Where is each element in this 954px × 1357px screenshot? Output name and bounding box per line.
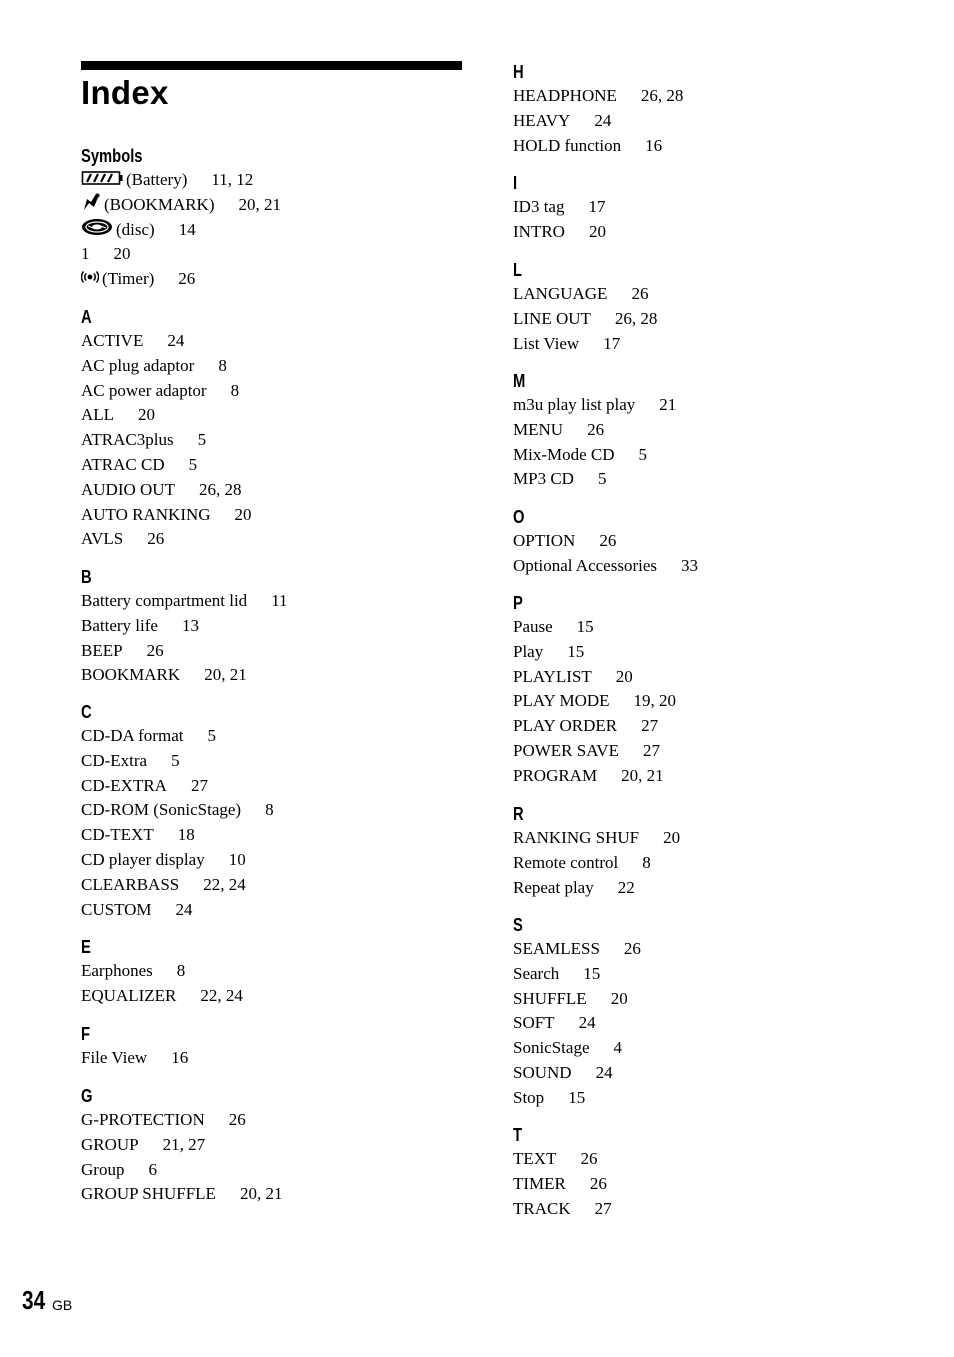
page-reference: 20 [234, 504, 252, 524]
index-entry [513, 1147, 612, 1172]
region-code: GB [52, 1297, 73, 1313]
index-entry [81, 1182, 282, 1207]
index-term: CD-EXTRA [81, 775, 167, 795]
index-term: AC power adaptor [81, 380, 207, 400]
index-entry [81, 267, 281, 292]
page-reference: 24 [175, 899, 193, 919]
index-term: CD-Extra [81, 750, 148, 770]
index-entry [513, 109, 683, 134]
index-section-h [513, 60, 683, 158]
index-term: AUTO RANKING [81, 504, 211, 524]
page-reference: 27 [641, 716, 659, 736]
section-heading: F [81, 1024, 91, 1044]
index-term: G-PROTECTION [81, 1110, 205, 1129]
index-entry [513, 665, 676, 690]
section-heading: M [513, 371, 526, 391]
index-entry [81, 873, 274, 898]
disc-icon [81, 218, 113, 244]
page-reference: 24 [578, 1013, 596, 1033]
index-term: m3u play list play [513, 395, 636, 414]
index-entry [81, 527, 252, 552]
page-reference: 16 [645, 135, 663, 155]
index-section-o [513, 505, 698, 579]
page-reference: 13 [181, 615, 199, 635]
index-term: SEAMLESS [513, 939, 600, 958]
index-entry [513, 1197, 612, 1222]
page-reference: 22, 24 [200, 985, 243, 1005]
index-term: LANGUAGE [513, 284, 608, 303]
index-term: MP3 CD [513, 469, 574, 489]
page-reference: 26 [146, 640, 164, 660]
index-term: AUDIO OUT [81, 479, 175, 499]
page-reference: 11 [271, 591, 288, 610]
page-reference: 20 [615, 666, 633, 686]
index-term: Battery compartment lid [81, 591, 248, 610]
index-entry [81, 1046, 188, 1071]
index-term: CD-ROM (SonicStage) [81, 800, 242, 820]
index-term: (Battery) [126, 170, 188, 189]
index-term: Stop [513, 1087, 545, 1107]
page-reference: 20 [610, 988, 628, 1008]
index-term: CD player display [81, 849, 205, 869]
index-term: RANKING SHUF [513, 828, 640, 847]
index-term: EQUALIZER [81, 985, 177, 1005]
index-entry [81, 379, 252, 404]
index-term: AVLS [81, 529, 124, 549]
page-reference: 18 [177, 825, 195, 845]
index-section-t [513, 1123, 612, 1221]
index-section-l [513, 258, 657, 356]
index-term: CD-DA format [81, 726, 184, 745]
page-reference: 26 [589, 1173, 607, 1193]
index-entry [513, 826, 680, 851]
page-reference: 26 [228, 1110, 246, 1129]
index-entry [81, 614, 288, 639]
index-term: HEADPHONE [513, 86, 617, 105]
page-reference: 27 [190, 775, 208, 795]
page-reference: 14 [178, 219, 196, 239]
index-term: File View [81, 1048, 148, 1067]
page-reference: 21 [659, 395, 677, 414]
index-section-a [81, 305, 252, 552]
page-reference: 26 [580, 1149, 598, 1168]
page-reference: 5 [171, 750, 180, 770]
index-term: Mix-Mode CD [513, 444, 615, 464]
index-term: Pause [513, 617, 553, 636]
index-term: (BOOKMARK) [104, 194, 215, 214]
index-entry [81, 1108, 282, 1133]
section-heading: T [513, 1125, 523, 1145]
index-term: GROUP SHUFFLE [81, 1184, 216, 1204]
page-reference: 22 [617, 877, 635, 897]
index-term: LINE OUT [513, 308, 591, 328]
index-entry [513, 307, 657, 332]
index-term: CD-TEXT [81, 825, 154, 845]
page-reference: 6 [148, 1159, 157, 1179]
index-term: BOOKMARK [81, 665, 181, 685]
index-entry [513, 332, 657, 357]
index-entry [513, 443, 676, 468]
index-term: CLEARBASS [81, 874, 180, 894]
index-term: ACTIVE [81, 331, 144, 350]
index-entry [513, 282, 657, 307]
index-term: TRACK [513, 1198, 571, 1218]
battery-icon [81, 169, 123, 194]
page-reference: 5 [638, 444, 648, 464]
index-section-m [513, 369, 676, 492]
index-entry [81, 798, 274, 823]
index-term: (disc) [116, 219, 155, 239]
index-term: POWER SAVE [513, 740, 619, 760]
index-entry [513, 467, 676, 492]
index-entry [81, 193, 281, 218]
index-entry [81, 329, 252, 354]
page-reference: 15 [568, 1087, 586, 1107]
section-heading: R [513, 804, 524, 824]
page-reference: 33 [681, 555, 698, 575]
page-reference: 15 [583, 963, 601, 983]
index-section-r [513, 802, 680, 900]
index-term: ATRAC3plus [81, 430, 174, 450]
page-reference: 26 [623, 939, 641, 958]
index-term: TIMER [513, 1173, 566, 1193]
index-entry [513, 195, 606, 220]
page-reference: 26 [587, 419, 605, 439]
index-entry [513, 764, 676, 789]
page-reference: 8 [230, 380, 240, 400]
index-entry [513, 689, 676, 714]
index-entry [513, 962, 641, 987]
index-entry [513, 1011, 641, 1036]
page-reference: 24 [595, 1062, 613, 1082]
index-entry [81, 749, 274, 774]
index-entry [513, 1086, 641, 1111]
index-section-c [81, 700, 274, 922]
section-heading: B [81, 567, 92, 587]
page-reference: 17 [603, 333, 621, 353]
index-entry [81, 453, 252, 478]
page-title: Index [81, 74, 169, 111]
page-reference: 21, 27 [162, 1134, 206, 1154]
section-heading: Symbols [81, 146, 143, 166]
index-term: Play [513, 641, 544, 661]
section-heading: E [81, 937, 91, 957]
index-term: (Timer) [102, 269, 155, 289]
index-term: GROUP [81, 1134, 139, 1154]
index-term: OPTION [513, 531, 576, 550]
index-section-g [81, 1084, 282, 1207]
page-reference: 26 [147, 529, 165, 549]
index-term: ATRAC CD [81, 454, 165, 474]
index-entry [513, 84, 683, 109]
index-term: ID3 tag [513, 197, 565, 216]
page-number: 34 [22, 1285, 46, 1315]
page-reference: 19, 20 [633, 691, 677, 711]
index-term: Repeat play [513, 877, 594, 897]
page-reference: 10 [228, 849, 246, 869]
index-term: PLAY MODE [513, 691, 610, 711]
index-term: PROGRAM [513, 765, 598, 785]
index-entry [81, 478, 252, 503]
bookmark-icon [81, 193, 101, 219]
index-entry [513, 615, 676, 640]
index-entry [513, 529, 698, 554]
index-term: HEAVY [513, 110, 571, 130]
index-entry [81, 724, 274, 749]
index-entry [81, 589, 288, 614]
index-entry [513, 851, 680, 876]
index-term: AC plug adaptor [81, 355, 195, 375]
index-term: PLAY ORDER [513, 716, 618, 736]
index-entry [513, 876, 680, 901]
index-entry [513, 393, 676, 418]
index-entry [81, 774, 274, 799]
index-section-e [81, 935, 243, 1009]
index-entry [513, 739, 676, 764]
index-term: Search [513, 963, 560, 983]
index-entry [81, 354, 252, 379]
index-entry [81, 403, 252, 428]
section-heading: O [513, 507, 525, 527]
page-reference: 26 [631, 284, 649, 303]
page-reference: 26 [599, 531, 617, 550]
index-section-p [513, 591, 676, 789]
page-reference: 24 [167, 331, 185, 350]
page-reference: 27 [642, 740, 660, 760]
section-heading: H [513, 62, 524, 82]
page-reference: 20, 21 [621, 765, 664, 785]
page-reference: 20 [113, 244, 131, 264]
page-reference: 15 [576, 617, 594, 636]
index-entry [513, 640, 676, 665]
page-reference: 20 [588, 221, 606, 241]
index-entry [513, 1061, 641, 1086]
index-term: INTRO [513, 221, 565, 241]
index-entry [513, 134, 683, 159]
index-section-b [81, 565, 288, 688]
section-heading: C [81, 702, 92, 722]
index-term: HOLD function [513, 135, 622, 155]
page-reference: 8 [642, 852, 651, 872]
index-entry [513, 418, 676, 443]
page-reference: 5 [188, 454, 198, 474]
index-term: Earphones [81, 961, 153, 980]
page-reference: 20, 21 [239, 1184, 283, 1204]
page-reference: 17 [588, 197, 606, 216]
page-reference: 26, 28 [614, 308, 658, 328]
page-footer [22, 1285, 73, 1316]
index-section-s [513, 913, 641, 1111]
page-reference: 5 [207, 726, 216, 745]
index-entry [81, 984, 243, 1009]
index-entry [81, 1133, 282, 1158]
page-reference: 20, 21 [204, 665, 247, 685]
page-reference: 8 [265, 800, 274, 820]
index-entry [81, 823, 274, 848]
index-entry [513, 1172, 612, 1197]
index-entry [513, 714, 676, 739]
index-term: MENU [513, 419, 564, 439]
index-entry [81, 639, 288, 664]
index-entry [513, 554, 698, 579]
index-term: Optional Accessories [513, 555, 657, 575]
index-entry [81, 848, 274, 873]
index-term: TEXT [513, 1149, 557, 1168]
index-term: Remote control [513, 852, 619, 872]
index-term: Group [81, 1159, 125, 1179]
index-term: SonicStage [513, 1038, 590, 1058]
page-reference: 26, 28 [198, 479, 242, 499]
index-entry [81, 898, 274, 923]
page-reference: 24 [594, 110, 612, 130]
timer-icon [81, 268, 99, 293]
section-heading: I [513, 173, 518, 193]
section-heading: S [513, 915, 523, 935]
index-entry [81, 428, 252, 453]
index-entry [513, 220, 606, 245]
index-term: SHUFFLE [513, 988, 587, 1008]
page-reference: 4 [613, 1038, 622, 1058]
page-reference: 26 [178, 269, 196, 289]
index-entry [81, 663, 288, 688]
page-reference: 8 [218, 355, 227, 375]
page-reference: 5 [597, 469, 607, 489]
index-section-f [81, 1022, 188, 1071]
section-heading: L [513, 260, 523, 280]
index-term: CUSTOM [81, 899, 152, 919]
page-reference: 20, 21 [238, 194, 281, 214]
page-reference: 26, 28 [640, 86, 684, 105]
page-reference: 11, 12 [211, 170, 254, 189]
section-heading: P [513, 593, 523, 613]
page-reference: 20 [138, 405, 156, 425]
page-reference: 15 [567, 641, 585, 661]
section-heading: A [81, 307, 92, 327]
page-reference: 20 [663, 828, 681, 847]
index-entry [81, 959, 243, 984]
index-entry [81, 218, 281, 243]
index-entry [81, 503, 252, 528]
index-entry [81, 242, 281, 267]
index-term: SOFT [513, 1013, 555, 1033]
page-reference: 16 [171, 1048, 189, 1067]
index-entry [513, 987, 641, 1012]
index-entry [513, 1036, 641, 1061]
index-entry [81, 168, 281, 193]
index-term: PLAYLIST [513, 666, 592, 686]
page-reference: 27 [594, 1198, 612, 1218]
index-entry [81, 1158, 282, 1183]
index-term: Battery life [81, 615, 158, 635]
section-heading: G [81, 1086, 93, 1106]
index-term: ALL [81, 405, 115, 425]
index-term: List View [513, 333, 580, 353]
page-reference: 5 [197, 430, 207, 450]
index-section-symbols [81, 144, 281, 292]
index-term: 1 [81, 244, 90, 264]
index-term: BEEP [81, 640, 123, 660]
index-section-i [513, 171, 606, 245]
title-rule [81, 61, 462, 70]
page-reference: 8 [176, 961, 186, 980]
page-reference: 22, 24 [203, 874, 246, 894]
index-term: SOUND [513, 1062, 572, 1082]
index-entry [513, 937, 641, 962]
